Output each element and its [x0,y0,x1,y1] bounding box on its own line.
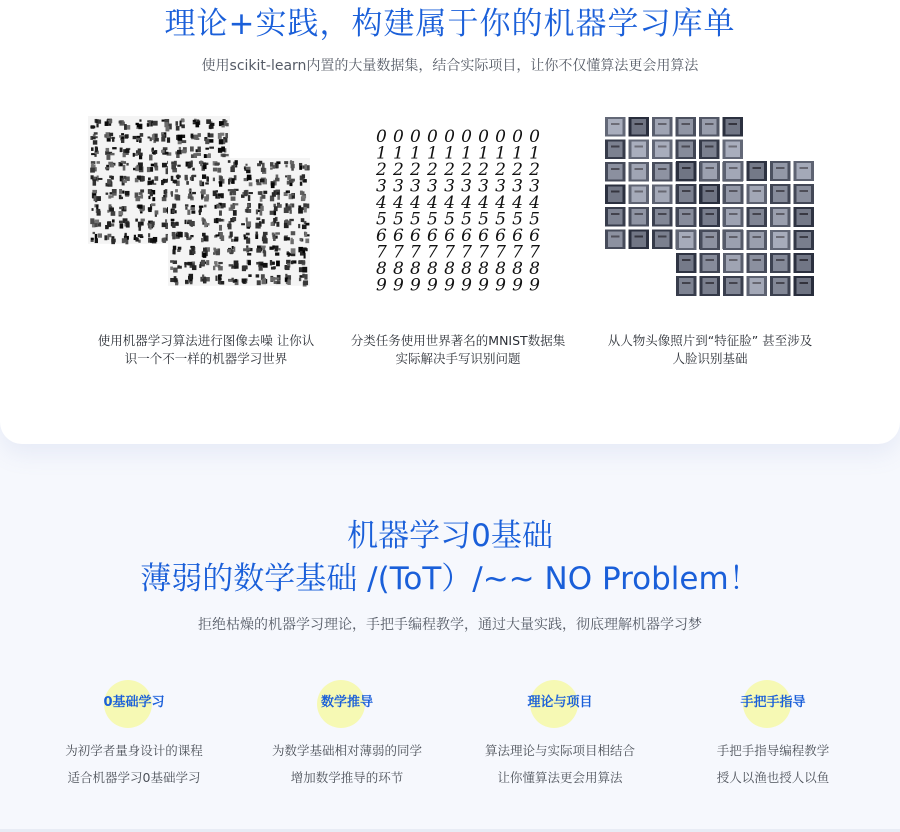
zero-basics-subtitle: 拒绝枯燥的机器学习理论，手把手编程教学，通过大量实践，彻底理解机器学习梦 [198,617,702,633]
svg-text:0000000000: 0000000000 [376,127,540,147]
highlight-line2: 增加数学推导的环节 [290,770,404,785]
feature-caption-line2: 人脸识别基础 [672,351,748,366]
highlight-title: 数学推导 [320,695,373,710]
svg-text:4444444444: 4444444444 [376,193,540,213]
section-subtitle: 使用scikit-learn内置的大量数据集，结合实际项目，让你不仅懂算法更会用算法 [201,58,699,74]
highlight-line1: 为数学基础相对薄弱的同学 [271,743,422,758]
svg-text:6666666666: 6666666666 [376,226,540,246]
feature-caption-line2: 实际解决手写识别问题 [395,351,521,366]
highlight-title: 0基础学习 [103,695,165,710]
svg-text:1111111111: 1111111111 [376,143,540,164]
highlight-line1: 算法理论与实际项目相结合 [484,743,635,758]
feature-caption [338,332,578,368]
highlight-line2: 适合机器学习0基础学习 [67,770,201,785]
svg-text:8888888888: 8888888888 [376,259,540,279]
highlight-math [247,680,447,790]
highlight-title: 手把手指导 [740,695,806,710]
section-title: 理论+实践，构建属于你的机器学习库单 [164,6,736,42]
svg-text:2222222222: 2222222222 [376,160,540,180]
svg-text:3333333333: 3333333333 [376,176,540,197]
no-problem-title: 薄弱的数学基础 /(ToT）/~~ NO Problem！ [140,561,760,597]
highlight-title: 理论与项目 [527,695,593,710]
noisy-digits-image [86,116,326,300]
faces-grid-image [590,116,830,300]
feature-caption [86,332,326,368]
mnist-digits-image [338,116,578,300]
feature-caption-line1: 使用机器学习算法进行图像去噪 让你认 [97,333,315,348]
svg-text:5555555555: 5555555555 [376,209,540,230]
svg-text:9999999999: 9999999999 [376,275,540,296]
feature-eigenfaces [590,116,830,376]
feature-caption [590,332,830,368]
highlight-line2: 让你懂算法更会用算法 [497,770,623,785]
feature-caption-line1: 从人物头像照片到“特征脸” 甚至涉及 [607,333,813,348]
feature-caption-line2: 识一个不一样的机器学习世界 [124,351,288,366]
highlight-hands-on [673,680,873,790]
zero-basics-title: 机器学习0基础 [347,518,553,554]
feature-caption-line1: 分类任务使用世界著名的MNIST数据集 [350,333,566,348]
feature-image-denoising [86,116,326,376]
highlight-theory-project [460,680,660,790]
highlight-zero-basics [34,680,234,790]
svg-text:7777777777: 7777777777 [376,242,540,263]
highlight-line1: 手把手指导编程教学 [716,743,830,758]
highlight-line2: 授人以渔也授人以鱼 [716,770,830,785]
feature-mnist [338,116,578,376]
highlight-line1: 为初学者量身设计的课程 [65,743,203,758]
